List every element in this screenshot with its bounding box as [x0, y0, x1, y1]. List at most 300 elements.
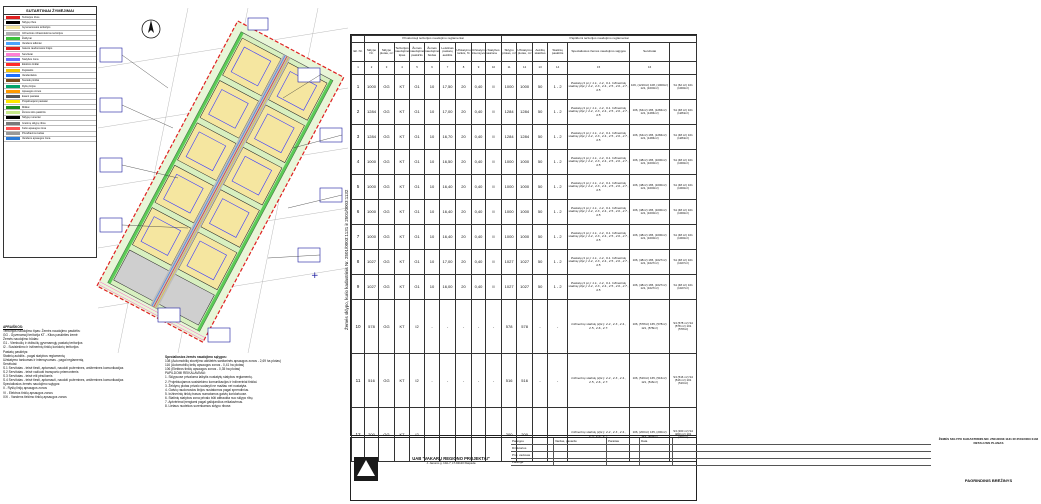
- cell-area: 1027: [365, 250, 379, 275]
- cell-purpose: KT: [395, 225, 410, 250]
- cell-height: 10: [425, 125, 440, 150]
- cell-built: 578: [517, 300, 533, 354]
- cell-dens2: 20: [456, 200, 472, 225]
- table-row: [352, 175, 697, 200]
- cell-zone: II: [486, 175, 502, 200]
- column-header: Žemės naudojimo paskirtis: [410, 43, 425, 62]
- cell-dens2: 20: [456, 175, 472, 200]
- special-conditions-line: 108 (Automobilių stovėjimo aikštelės sanitarinės apsaugos zonos - 2,69 ha plotas): [165, 359, 281, 364]
- cell-type: GG: [379, 100, 395, 125]
- notes-line: S.3 Servitutas - teisė eiti pėsčiomis: [3, 374, 53, 379]
- cell-area: 1284: [365, 100, 379, 125]
- legend-label: Inžinerinės infrastruktūros teritorijos: [22, 31, 63, 35]
- cell-no: 5: [352, 175, 365, 200]
- cell-zone: II: [486, 125, 502, 150]
- signature-cell: [607, 445, 640, 451]
- cell-special: 106, (48m²) 165, (1027m²) 121, (1027m²): [630, 250, 670, 275]
- legend-label: Statybos zona: [22, 58, 39, 62]
- legend-label: Vandentiekis: [22, 73, 37, 77]
- cell-purposes: Inžinerinių statinių (2pr.): 2.2., 2.3., 2.4., 2.5., 2.6., 2.7.: [568, 408, 630, 462]
- column-number: 9: [472, 62, 486, 75]
- cell-purpose: KT: [395, 250, 410, 275]
- cell-type: GG: [379, 175, 395, 200]
- cell-zone: II: [486, 200, 502, 225]
- legend-label: Sklypų numeriai: [22, 116, 41, 120]
- cell-no: 1: [352, 75, 365, 100]
- cell-built: 200: [517, 408, 533, 462]
- legend-label: Žemės ūkio paskirtis: [22, 110, 46, 114]
- legend-label: Gyvenamosios teritorijos: [22, 26, 51, 30]
- special-conditions-block: [165, 355, 340, 475]
- special-conditions-line: 116 (Automobilių kelių apsaugos zonos - 0,41 ha plotas): [165, 363, 245, 368]
- cell-type: GG: [379, 150, 395, 175]
- cell-purposes: Pastatų (1 pr.): 1.1., 1.2., 9.1. Inžinerinių statinių (2pr.): 2.2., 2.3., 2.4., 2.5., 2.6., 2.7., 4.5.: [568, 225, 630, 250]
- table-row: [352, 200, 697, 225]
- column-number: 13: [533, 62, 548, 75]
- notes-line: II - Ryšių linijų apsaugos zonos: [3, 386, 47, 391]
- cell-fl: 1 - 2: [548, 225, 568, 250]
- special-conditions-line: 1. Sklypuose privaloma laikytis nustatytų statybos reglamentų.: [165, 375, 253, 380]
- table-row: [352, 125, 697, 150]
- cell-built: 1000: [517, 75, 533, 100]
- cell-built: 1284: [517, 125, 533, 150]
- legend-label: Gatvės raudonosios linijos: [22, 47, 53, 51]
- cell-no: 2: [352, 100, 365, 125]
- legend-box: [3, 6, 97, 258]
- cell-purpose: KT: [395, 125, 410, 150]
- column-header: Statinių paskirtis: [548, 43, 568, 62]
- cell-use: G1: [410, 275, 425, 300]
- column-header-extra: [670, 43, 697, 62]
- cell-special: 106, (64m²) 165, (1284m²) 121, (1284m²): [630, 125, 670, 150]
- cell-height: -: [425, 300, 440, 354]
- cell-special: 106, (578m²) 165, (578m²) 121, (578m²): [630, 300, 670, 354]
- column-number: 7: [440, 62, 456, 75]
- cell-fl: 1 - 2: [548, 75, 568, 100]
- notes-line: Žemės naudojimo būdas:: [3, 337, 39, 342]
- regulations-table: [350, 34, 697, 440]
- cell-no: 12: [352, 408, 365, 462]
- cell-intensity: 0,40: [472, 175, 486, 200]
- cell-dens2: 20: [456, 150, 472, 175]
- cell-dens2: -: [456, 354, 472, 408]
- cell-built: 1000: [517, 200, 533, 225]
- cell-no: 4: [352, 150, 365, 175]
- cell-floors: 50: [533, 100, 548, 125]
- legend-swatch: [6, 21, 20, 24]
- cell-built: 516: [517, 354, 533, 408]
- column-number: 14: [548, 62, 568, 75]
- column-number-extra: [670, 62, 697, 75]
- column-header: Sklypo Nr.: [365, 43, 379, 62]
- signature-cell: [554, 445, 607, 451]
- column-header: Eil. Nr.: [352, 43, 365, 62]
- notes-line: XXI - Vandens tiekimo tinklų apsaugos zonos: [3, 394, 67, 399]
- cell-area2: 1027: [502, 275, 517, 300]
- cell-dens2: -: [456, 300, 472, 354]
- cell-no: 6: [352, 200, 365, 225]
- cell-purpose: KT: [395, 100, 410, 125]
- cell-purposes: Pastatų (1 pr.): 1.1., 1.2., 9.1. Inžinerinių statinių (2pr.): 2.2., 2.3., 2.4., 2.5., 2.6., 2.7., 4.5.: [568, 125, 630, 150]
- cell-no: 10: [352, 300, 365, 354]
- cell-servitudes: S1 (48 m²) 101 (1027m²): [670, 275, 697, 300]
- cell-area2: 1027: [502, 250, 517, 275]
- plot-plan-map: [98, 8, 348, 353]
- cell-purpose: KT: [395, 408, 410, 462]
- cell-type: GG: [379, 200, 395, 225]
- cell-purposes: Inžinerinių statinių (2pr.): 2.2., 2.3., 2.4., 2.5., 2.6., 2.7.: [568, 354, 630, 408]
- company-logo-icon: [353, 456, 379, 482]
- signature-cell: [640, 452, 673, 458]
- column-header: Užstatymo intensyvumas: [472, 43, 486, 62]
- special-conditions-line: 2. Projektuojamos susisiekimo komunikacijos ir inžineriniai tinklai.: [165, 379, 258, 384]
- cell-floors: 50: [533, 150, 548, 175]
- cell-floors: 50: [533, 250, 548, 275]
- cell-no: 9: [352, 275, 365, 300]
- company-info: [396, 456, 506, 476]
- cell-use: G1: [410, 225, 425, 250]
- table-row: [352, 250, 697, 275]
- signature-cell: Parašas: [607, 438, 640, 444]
- cell-floors: -: [533, 300, 548, 354]
- notes-line: S.4 Servitutas - teisė tiesti, aptarnauti, naudoti požemines, antžemines komunikacijas: [3, 378, 124, 383]
- cell-area: 1000: [365, 200, 379, 225]
- cell-area: 200: [365, 408, 379, 462]
- cell-use: G1: [410, 175, 425, 200]
- notes-line: S.1 Servitutas - teisė tiesti, aptarnauti, naudoti požemines, antžemines komunikacijas: [3, 365, 124, 370]
- cell-floors: -: [533, 354, 548, 408]
- cell-purposes: Pastatų (1 pr.): 1.1., 1.2., 9.1. Inžinerinių statinių (2pr.): 2.2., 2.3., 2.4., 2.5., 2.6., 2.7., 4.5.: [568, 275, 630, 300]
- legend-swatch: [6, 16, 20, 19]
- cell-servitudes: S1 (62 m²) 101 (1000m²): [670, 75, 697, 100]
- legend-swatch: [6, 26, 20, 29]
- cell-purpose: KT: [395, 150, 410, 175]
- legend-label: Dujotiekis: [22, 68, 34, 72]
- cell-area2: 1000: [502, 150, 517, 175]
- legend-label: Ryšių linijos: [22, 84, 36, 88]
- legend-label: Esami pastatai: [22, 95, 40, 99]
- table-row: [352, 300, 697, 354]
- cell-area2: 1000: [502, 225, 517, 250]
- cell-density: -: [440, 408, 456, 462]
- cell-area2: 578: [502, 300, 517, 354]
- cell-zone: II: [486, 250, 502, 275]
- legend-swatch: [6, 116, 20, 119]
- cell-servitudes: S1 (48 m²) 101 (1284m²): [670, 100, 697, 125]
- cell-purposes: Inžinerinių statinių (2pr.): 2.2., 2.3., 2.4., 2.5., 2.6., 2.7.: [568, 300, 630, 354]
- vertical-plot-label: Žemės sklypo, kurio kadastrinis Nr. 2501/0003:1131 ir 2501/0003:1132: [344, 189, 349, 330]
- cell-fl: 1 - 2: [548, 250, 568, 275]
- legend-swatch: [6, 58, 20, 61]
- cell-purposes: Pastatų (1 pr.): 1.1., 1.2., 9.1. Inžinerinių statinių (2pr.): 2.2., 2.3., 2.4., 2.5., 2.6., 2.7., 4.5.: [568, 250, 630, 275]
- cell-special: 106, (200m²) 165, (200m²) 121, (200m²): [630, 408, 670, 462]
- cell-floors: 50: [533, 225, 548, 250]
- cell-zone: II: [486, 225, 502, 250]
- cell-zone: II: [486, 275, 502, 300]
- legend-swatch: [6, 95, 20, 98]
- cell-density: 17,00: [440, 100, 456, 125]
- cell-intensity: -: [472, 300, 486, 354]
- column-header: Specialiosios žemės naudojimo sąlygos: [568, 43, 630, 62]
- cell-purpose: KT: [395, 275, 410, 300]
- legend-swatch: [6, 37, 20, 40]
- cell-density: 16,40: [440, 175, 456, 200]
- legend-list: [4, 15, 96, 142]
- signature-cell: Pareigos: [511, 438, 554, 444]
- cell-no: 7: [352, 225, 365, 250]
- cell-fl: 1 - 2: [548, 100, 568, 125]
- cell-built: 1284: [517, 100, 533, 125]
- legend-swatch: [6, 106, 20, 109]
- column-number: 10: [486, 62, 502, 75]
- cell-intensity: -: [472, 354, 486, 408]
- cell-area2: 516: [502, 354, 517, 408]
- cell-purpose: KT: [395, 175, 410, 200]
- legend-title: SUTARTINIAI ŽYMĖJIMAI: [4, 7, 96, 15]
- company-address: J. Janonio g. 10A-7, LT-92120 Klaipėda: [426, 461, 476, 465]
- signature-cell: Direktorius: [511, 445, 554, 451]
- cell-use: G1: [410, 125, 425, 150]
- cell-servitudes: S1 (48 m²) 101 (1000m²): [670, 175, 697, 200]
- cell-density: 17,50: [440, 75, 456, 100]
- notes-line: Servitutai:: [3, 361, 18, 366]
- blank-header: [352, 36, 365, 43]
- legend-label: Sklypų ribos: [22, 20, 37, 24]
- special-conditions-line: PAPILDOMI REIKALAVIMAI:: [165, 371, 206, 376]
- svg-text:+: +: [311, 271, 319, 281]
- notes-line: VI - Elektros tinklų apsaugos zonos: [3, 390, 53, 395]
- cell-area: 1284: [365, 125, 379, 150]
- legend-swatch: [6, 47, 20, 50]
- cell-type: GG: [379, 75, 395, 100]
- column-header: Aukštų skaičius: [533, 43, 548, 62]
- cell-fl: 1 - 2: [548, 275, 568, 300]
- cell-use: G1: [410, 150, 425, 175]
- cell-floors: 50: [533, 275, 548, 300]
- legend-label: Privažiavimo kelias: [22, 132, 45, 136]
- column-number: 11: [502, 62, 517, 75]
- signature-row: [511, 438, 931, 445]
- sheet-name: PAGRINDINIS BRĖŽINYS: [964, 478, 1013, 483]
- cell-height: 10: [425, 175, 440, 200]
- cell-type: GG: [379, 275, 395, 300]
- notes-line: Specialiosios žemės naudojimo sąlygos:: [3, 382, 61, 387]
- cell-use: I2: [410, 408, 425, 462]
- legend-label: Kelio apsaugos zona: [22, 126, 47, 130]
- north-arrow-icon: [140, 18, 162, 40]
- cell-area: 578: [365, 300, 379, 354]
- legend-swatch: [6, 74, 20, 77]
- header-column-numbers: [352, 62, 697, 75]
- special-conditions-line: 6. Statinių statybos zona privalo būti atitraukta nuo sklypo ribų.: [165, 395, 254, 400]
- column-number: 5: [410, 62, 425, 75]
- cell-zone: -: [486, 300, 502, 354]
- column-header: Statybos zona: [486, 43, 502, 62]
- cell-dens2: 20: [456, 125, 472, 150]
- cell-area2: 200: [502, 408, 517, 462]
- notes-line: Teritorijos naudojimo tipas: Žemės naudojimo paskirtis:: [3, 329, 81, 334]
- cell-fl: 1 - 2: [548, 125, 568, 150]
- legend-swatch: [6, 79, 20, 82]
- cell-density: 16,40: [440, 200, 456, 225]
- cell-servitudes: S3 (200 m²) S4 (200 m²) 101 (200m²): [670, 408, 697, 462]
- cell-area: 1000: [365, 225, 379, 250]
- column-number: 2: [365, 62, 379, 75]
- cell-dens2: -: [456, 408, 472, 462]
- cell-zone: -: [486, 408, 502, 462]
- column-header: Teritorijos naudojimo tipas: [395, 43, 410, 62]
- legend-swatch: [6, 85, 20, 88]
- legend-swatch: [6, 132, 20, 135]
- cell-dens2: 20: [456, 100, 472, 125]
- legend-label: Teritorijos ribos: [22, 15, 40, 19]
- cell-floors: 50: [533, 200, 548, 225]
- column-header: Užstatymo plotas, m²: [517, 43, 533, 62]
- legend-swatch: [6, 32, 20, 35]
- column-number: 16: [630, 62, 670, 75]
- cell-density: 16,70: [440, 125, 456, 150]
- notes-line: Pastatų paskirtys:: [3, 349, 29, 354]
- legend-swatch: [6, 90, 20, 93]
- legend-label: Želdynai: [22, 36, 32, 40]
- special-conditions-line: 106 (Elektros tinklų apsaugos zonos - 0,35 ha plotas): [165, 367, 241, 372]
- legend-label: Apsaugos zonos: [22, 89, 42, 93]
- cell-zone: -: [486, 354, 502, 408]
- cell-built: 1027: [517, 250, 533, 275]
- legend-item: [4, 137, 96, 142]
- signature-row: [511, 459, 931, 466]
- cell-built: 1027: [517, 275, 533, 300]
- cell-height: -: [425, 354, 440, 408]
- table-row: [352, 75, 697, 100]
- cell-use: I2: [410, 354, 425, 408]
- special-conditions-line: 4. Gatvių raudonosios linijos nustatomos pagal sprendinius.: [165, 387, 249, 392]
- header-columns: [352, 43, 697, 62]
- signature-row: [511, 445, 931, 452]
- cell-area: 1000: [365, 175, 379, 200]
- signature-cell: Proj. vadovas: [511, 452, 554, 458]
- cell-zone: II: [486, 150, 502, 175]
- cell-special: 106, (516m²) 165, (516m²) 121, (516m²): [630, 354, 670, 408]
- signature-cell: [554, 452, 607, 458]
- table-row: [352, 354, 697, 408]
- cell-no: 8: [352, 250, 365, 275]
- table-row: [352, 275, 697, 300]
- table-body: [352, 75, 697, 462]
- cell-special: 106, (48m²) 165, (1000m²) 121, (1000m²): [630, 150, 670, 175]
- cell-dens2: 20: [456, 225, 472, 250]
- cell-fl: -: [548, 354, 568, 408]
- cell-area2: 1000: [502, 175, 517, 200]
- cell-intensity: 0,40: [472, 150, 486, 175]
- cell-no: 11: [352, 354, 365, 408]
- cell-floors: 50: [533, 75, 548, 100]
- column-header: Servitutai: [630, 43, 670, 62]
- notes-heading: APRAIŠKOS:: [3, 325, 24, 329]
- cell-height: 10: [425, 75, 440, 100]
- cell-servitudes: S1 (48 m²) 101 (1027m²): [670, 250, 697, 275]
- cell-height: -: [425, 408, 440, 462]
- special-conditions-heading: Specialiosios žemės naudojimo sąlygos:: [165, 355, 227, 359]
- cell-servitudes: S3 (578 m²) S4 (578 m²) 101 (578m²): [670, 300, 697, 354]
- legend-label: Gretimų sklypų ribos: [22, 121, 46, 125]
- cell-density: -: [440, 300, 456, 354]
- cell-use: G1: [410, 100, 425, 125]
- column-number: 12: [517, 62, 533, 75]
- signature-cell: [607, 459, 640, 465]
- title-block: [350, 437, 1039, 501]
- legend-swatch: [6, 53, 20, 56]
- legend-swatch: [6, 137, 20, 140]
- cell-type: GG: [379, 354, 395, 408]
- signature-row: [511, 452, 931, 459]
- signature-cell: [607, 452, 640, 458]
- cell-dens2: 20: [456, 75, 472, 100]
- cell-density: 16,40: [440, 225, 456, 250]
- column-number: 4: [395, 62, 410, 75]
- cell-type: GG: [379, 225, 395, 250]
- legend-swatch: [6, 42, 20, 45]
- cell-height: 10: [425, 225, 440, 250]
- cell-special: 106, (1216m²) 108, (1000m²) 121, (1000m²): [630, 75, 670, 100]
- cell-dens2: 20: [456, 250, 472, 275]
- column-header: Sklypo plotas, m²: [379, 43, 395, 62]
- cell-servitudes: S3 (516 m²) S4 (516 m²) 101 (516m²): [670, 354, 697, 408]
- legend-swatch: [6, 111, 20, 114]
- column-number: 15: [568, 62, 630, 75]
- column-header: Sklypo plotas, m²: [502, 43, 517, 62]
- legend-label: Nuotekų tinklai: [22, 79, 40, 83]
- cell-area2: 1284: [502, 100, 517, 125]
- cell-area: 1000: [365, 150, 379, 175]
- notes-line: GG - Gyvenamoji teritorija KT - Kitos paskirties žemė: [3, 333, 78, 338]
- cell-special: 106, (48m²) 165, (1000m²) 121, (1000m²): [630, 175, 670, 200]
- cell-servitudes: S1 (48 m²) 101 (1000m²): [670, 225, 697, 250]
- special-conditions-lines: [165, 359, 340, 408]
- legend-label: Vandens apsaugos zona: [22, 137, 51, 141]
- cell-area: 1000: [365, 75, 379, 100]
- cell-height: 10: [425, 150, 440, 175]
- cell-area: 1027: [365, 275, 379, 300]
- column-header: Užstatymo tankis, %: [456, 43, 472, 62]
- cell-floors: 50: [533, 125, 548, 150]
- cell-servitudes: S1 (48 m²) 101 (1000m²): [670, 150, 697, 175]
- cell-density: -: [440, 354, 456, 408]
- cell-type: GG: [379, 125, 395, 150]
- cell-fl: 1 - 2: [548, 200, 568, 225]
- column-header: Žemės naudojimo būdas: [425, 43, 440, 62]
- cell-built: 1000: [517, 175, 533, 200]
- cell-purpose: KT: [395, 300, 410, 354]
- cell-dens2: 20: [456, 275, 472, 300]
- cell-use: G1: [410, 200, 425, 225]
- cell-special: 106, (64m²) 165, (1284m²) 121, (1284m²): [630, 100, 670, 125]
- notes-line: Statinių aukštis - pagal statybos reglamentą: [3, 353, 65, 358]
- cell-area2: 1000: [502, 75, 517, 100]
- company-name: UAB "VAKARŲ REGIONO PROJEKTAI": [412, 456, 490, 461]
- signatures-table: [511, 438, 931, 466]
- cell-intensity: 0,40: [472, 225, 486, 250]
- special-conditions-line: 5. Inžinerinių tinklų trasos numatomos gatvių koridoriuose.: [165, 391, 248, 396]
- legend-swatch: [6, 127, 20, 130]
- cell-type: GG: [379, 408, 395, 462]
- table-row: [352, 225, 697, 250]
- signature-cell: [640, 459, 673, 465]
- cell-intensity: 0,40: [472, 275, 486, 300]
- legend-label: Vandens telkiniai: [22, 42, 42, 46]
- legend-swatch: [6, 122, 20, 125]
- cell-purposes: Pastatų (1 pr.): 1.1., 1.2., 9.1. Inžinerinių statinių (2pr.): 2.2., 2.3., 2.4., 2.5., 2.6., 2.7., 4.5.: [568, 75, 630, 100]
